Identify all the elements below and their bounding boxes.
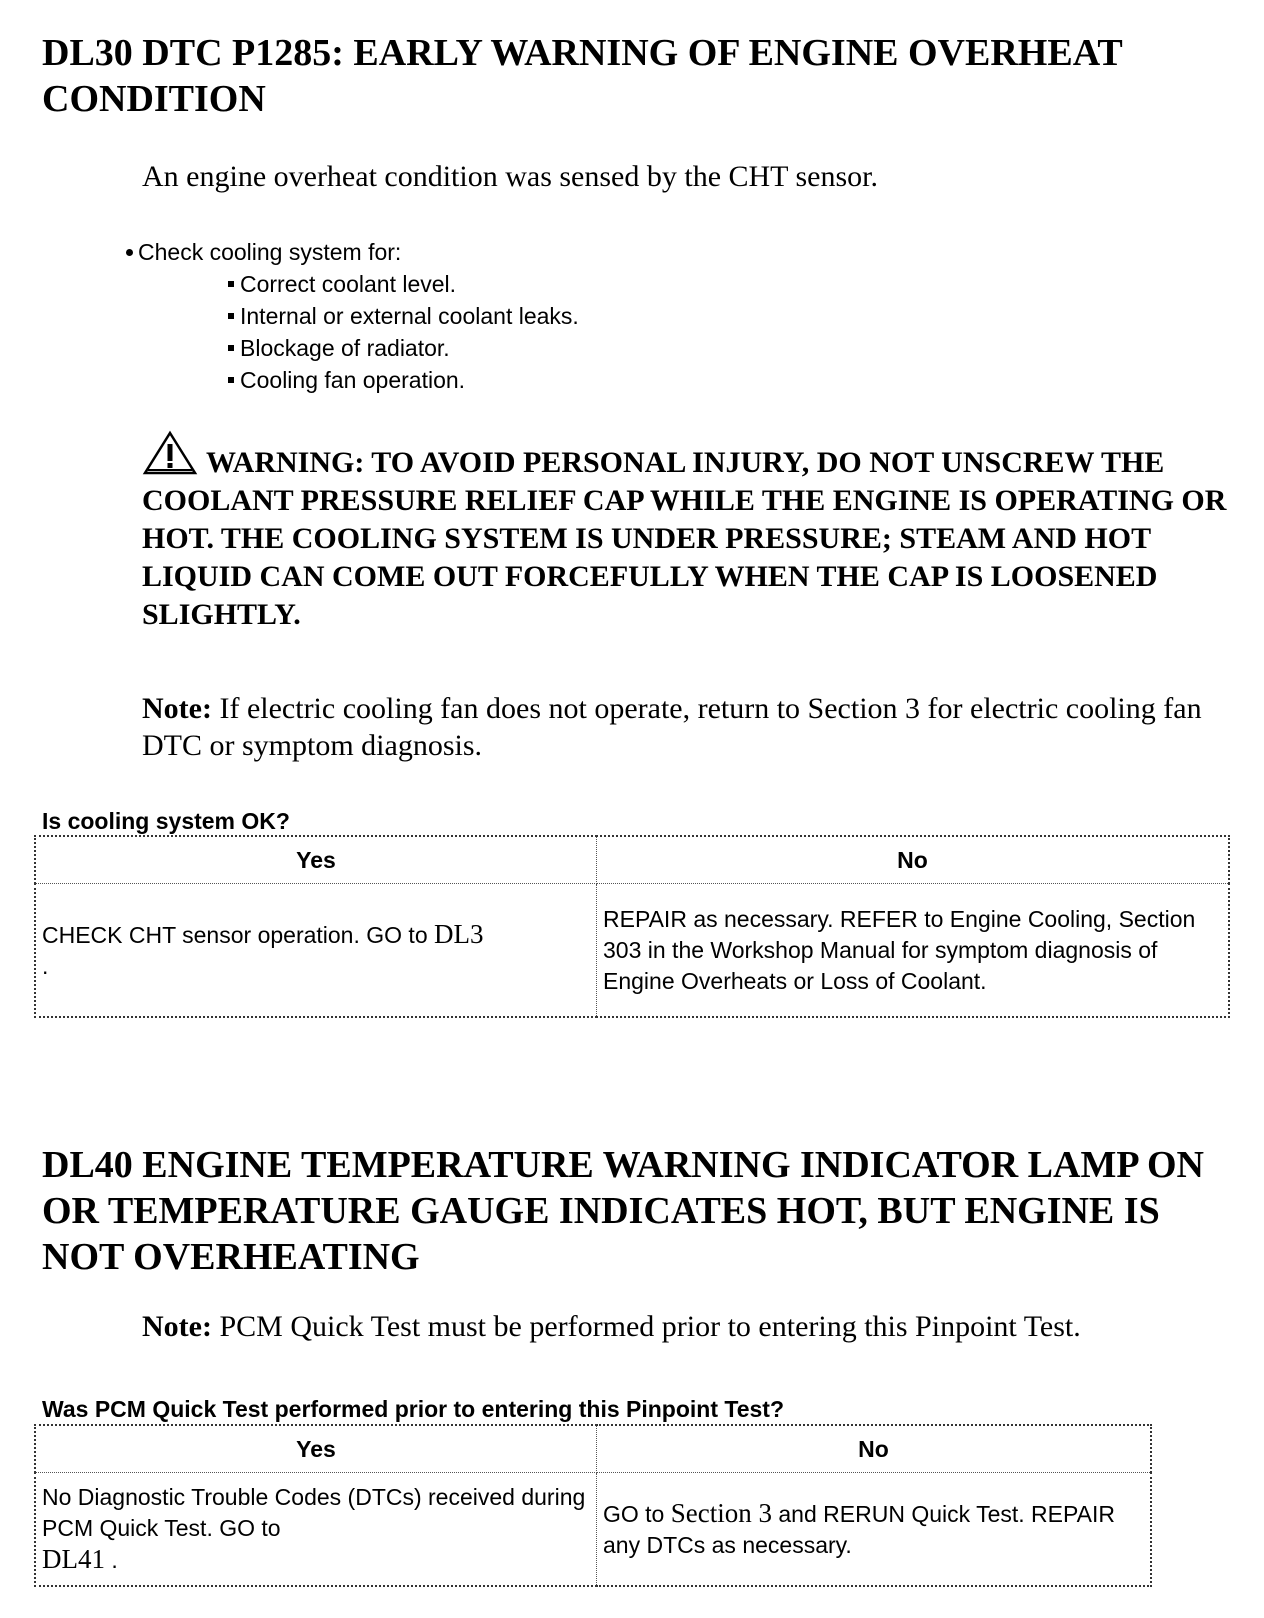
- intro-paragraph: An engine overheat condition was sensed by the CHT sensor.: [142, 160, 878, 193]
- bullet-square-icon: [228, 313, 234, 319]
- yes-cell-tail: .: [42, 952, 49, 979]
- check-label: Check cooling system for:: [138, 239, 402, 265]
- note-label: Note:: [142, 692, 212, 725]
- bullet-square-icon: [228, 281, 234, 287]
- bullet-square-icon: [228, 345, 234, 351]
- warning-triangle-icon: [142, 430, 198, 476]
- list-item-text: Cooling fan operation.: [240, 367, 466, 393]
- section-heading-dl30: DL30 DTC P1285: EARLY WARNING OF ENGINE OVERHEAT CONDITION: [42, 32, 1122, 120]
- warning-text: WARNING: TO AVOID PERSONAL INJURY, DO NOT UNSCREW THE COOLANT PRESSURE RELIEF CAP WHILE THE ENGINE IS OPERATING OR HOT. THE COOLING SYSTEM IS UNDER PRESSURE; STEAM AND HOT LIQUID CAN COME OUT FORCEFULLY WHEN THE CAP IS LOOSENED SLIGHTLY.: [142, 446, 1227, 631]
- yes-cell-tail: .: [111, 1547, 118, 1573]
- list-item: [228, 364, 579, 396]
- list-item-text: Internal or external coolant leaks.: [240, 303, 579, 329]
- dl41-link[interactable]: DL41: [42, 1544, 105, 1574]
- no-cell-text: and RERUN Quick Test. REPAIR any DTCs as necessary.: [603, 1500, 1115, 1558]
- note-text: PCM Quick Test must be performed prior to entering this Pinpoint Test.: [219, 1310, 1081, 1343]
- warning-block: [142, 430, 1232, 634]
- list-item: [228, 332, 579, 364]
- question-label: Is cooling system OK?: [42, 808, 290, 834]
- list-item-text: Blockage of radiator.: [240, 335, 450, 361]
- note-text: If electric cooling fan does not operate, return to Section 3 for electric cooling fan DTC or symptom diagnosis.: [142, 692, 1202, 762]
- yes-no-table: [34, 1424, 1152, 1587]
- section-heading-dl40: DL40 ENGINE TEMPERATURE WARNING INDICATOR LAMP ON OR TEMPERATURE GAUGE INDICATES HOT, BUT ENGINE IS NOT OVERHEATING: [42, 1144, 1204, 1278]
- note-paragraph: [142, 1308, 1232, 1345]
- yes-cell-text: No Diagnostic Trouble Codes (DTCs) received during PCM Quick Test. GO to: [42, 1484, 586, 1541]
- check-list-heading: [126, 236, 579, 268]
- yes-header: Yes: [35, 1425, 597, 1473]
- question-label: Was PCM Quick Test performed prior to entering this Pinpoint Test?: [42, 1396, 785, 1422]
- list-item-text: Correct coolant level.: [240, 271, 457, 297]
- yes-header: Yes: [35, 836, 597, 884]
- no-header: No: [597, 1425, 1152, 1473]
- yes-cell: [35, 884, 597, 1018]
- note-paragraph: [142, 690, 1232, 764]
- no-header: No: [597, 836, 1230, 884]
- bullet-square-icon: [228, 377, 234, 383]
- no-cell: REPAIR as necessary. REFER to Engine Cooling, Section 303 in the Workshop Manual for symptom diagnosis of Engine Overheats or Loss of Coolant.: [597, 884, 1230, 1018]
- note-label: Note:: [142, 1310, 212, 1343]
- yes-cell: [35, 1473, 597, 1587]
- yes-cell-text: CHECK CHT sensor operation. GO to: [42, 921, 428, 948]
- no-cell-prefix: GO to: [603, 1500, 665, 1527]
- yes-no-table: [34, 835, 1230, 1018]
- no-cell: [597, 1473, 1152, 1587]
- list-item: [228, 300, 579, 332]
- section-3-link[interactable]: Section 3: [670, 1497, 772, 1528]
- bullet-dot-icon: [126, 249, 133, 256]
- check-list: [126, 236, 579, 396]
- dl3-link[interactable]: DL3: [434, 918, 484, 949]
- list-item: [228, 268, 579, 300]
